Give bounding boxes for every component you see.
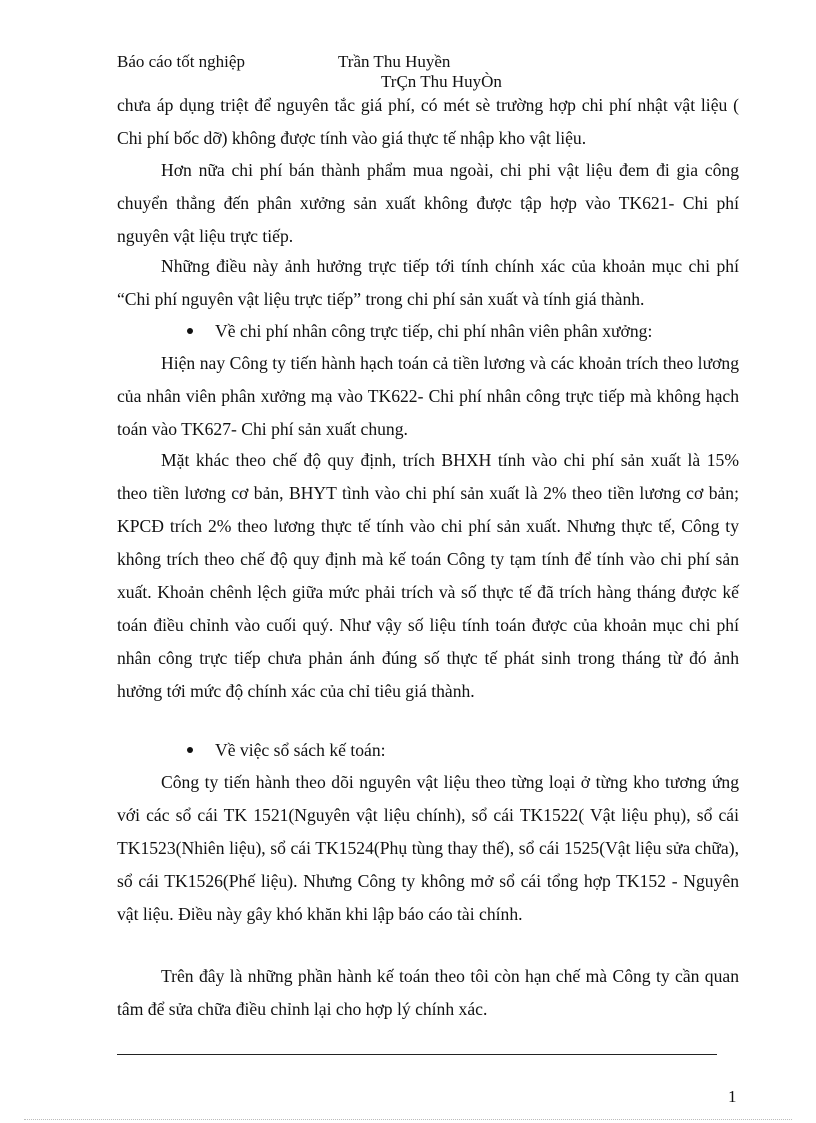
bullet-accounting-books-text: Về việc sổ sách kế toán: bbox=[215, 740, 386, 760]
paragraph-5: Mặt khác theo chế độ quy định, trích BHXH tính vào chi phí sản xuất là 15% theo tiền lương cơ bản, BHYT tình vào chi phí sản xuất là 2% theo tiền lương cơ bản; KPCĐ trích 2% theo lương thực tế tính vào chi phí sản xuất. Nhưng thực tế, Công ty không trích theo chế độ quy định mà kế toán Công ty tạm tính để tính vào chi phí sản xuất. Khoản chênh lệch giữa mức phải trích và số thực tế đã trích hàng tháng được kế toán điều chỉnh vào cuối quý. Như vậy số liệu tính toán được của khoản mục chi phí nhân công trực tiếp chưa phản ánh đúng số thực tế phát sinh trong tháng từ đó ảnh hưởng tới mức độ chính xác của chỉ tiêu giá thành. bbox=[117, 450, 739, 701]
page-edge-dotted-line bbox=[24, 1119, 792, 1120]
header-author: Trần Thu Huyền bbox=[338, 52, 451, 71]
footer-rule bbox=[117, 1054, 717, 1055]
header-author-garbled: TrÇn Thu HuyÒn bbox=[381, 72, 502, 91]
paragraph-2: Hơn nữa chi phí bán thành phẩm mua ngoài, chi phi vật liệu đem đi gia công chuyển thẳng đến phân xưởng sản xuất không được tập hợp vào TK621- Chi phí nguyên vật liệu trực tiếp. bbox=[117, 160, 739, 246]
paragraph-7: Trên đây là những phần hành kế toán theo tôi còn hạn chế mà Công ty cần quan tâm để sửa chữa điều chỉnh lại cho hợp lý chính xác. bbox=[117, 966, 739, 1019]
page-number: 1 bbox=[728, 1087, 737, 1106]
bullet-labor-costs bbox=[187, 315, 652, 348]
bullet-dot-icon bbox=[187, 328, 193, 334]
paragraph-3: Những điều này ảnh hưởng trực tiếp tới tính chính xác của khoản mục chi phí “Chi phí nguyên vật liệu trực tiếp” trong chi phí sản xuất và tính giá thành. bbox=[117, 256, 739, 309]
paragraph-4: Hiện nay Công ty tiến hành hạch toán cả tiền lương và các khoản trích theo lương của nhân viên phân xưởng mạ vào TK622- Chi phí nhân công trực tiếp mà không hạch toán vào TK627- Chi phí sản xuất chung. bbox=[117, 353, 739, 439]
bullet-dot-icon bbox=[187, 747, 193, 753]
bullet-labor-costs-text: Về chi phí nhân công trực tiếp, chi phí nhân viên phân xưởng: bbox=[215, 321, 653, 341]
paragraph-6: Công ty tiến hành theo dõi nguyên vật liệu theo từng loại ở từng kho tương ứng với các sổ cái TK 1521(Nguyên vật liệu chính), sổ cái TK1522( Vật liệu phụ), sổ cái TK1523(Nhiên liệu), sổ cái TK1524(Phụ tùng thay thế), sổ cái 1525(Vật liệu sửa chữa), sổ cái TK1526(Phế liệu). Nhưng Công ty không mở sổ cái tổng hợp TK152 - Nguyên vật liệu. Điều này gây khó khăn khi lập báo cáo tài chính. bbox=[117, 772, 739, 924]
paragraph-1: chưa áp dụng triệt để nguyên tắc giá phí, có mét sè trường hợp chi phí nhật vật liệu ( Chi phí bốc dỡ) không được tính vào giá thực tế nhập kho vật liệu. bbox=[117, 95, 739, 148]
bullet-accounting-books bbox=[187, 734, 386, 767]
header-left-title: Báo cáo tốt nghiệp bbox=[117, 52, 245, 71]
